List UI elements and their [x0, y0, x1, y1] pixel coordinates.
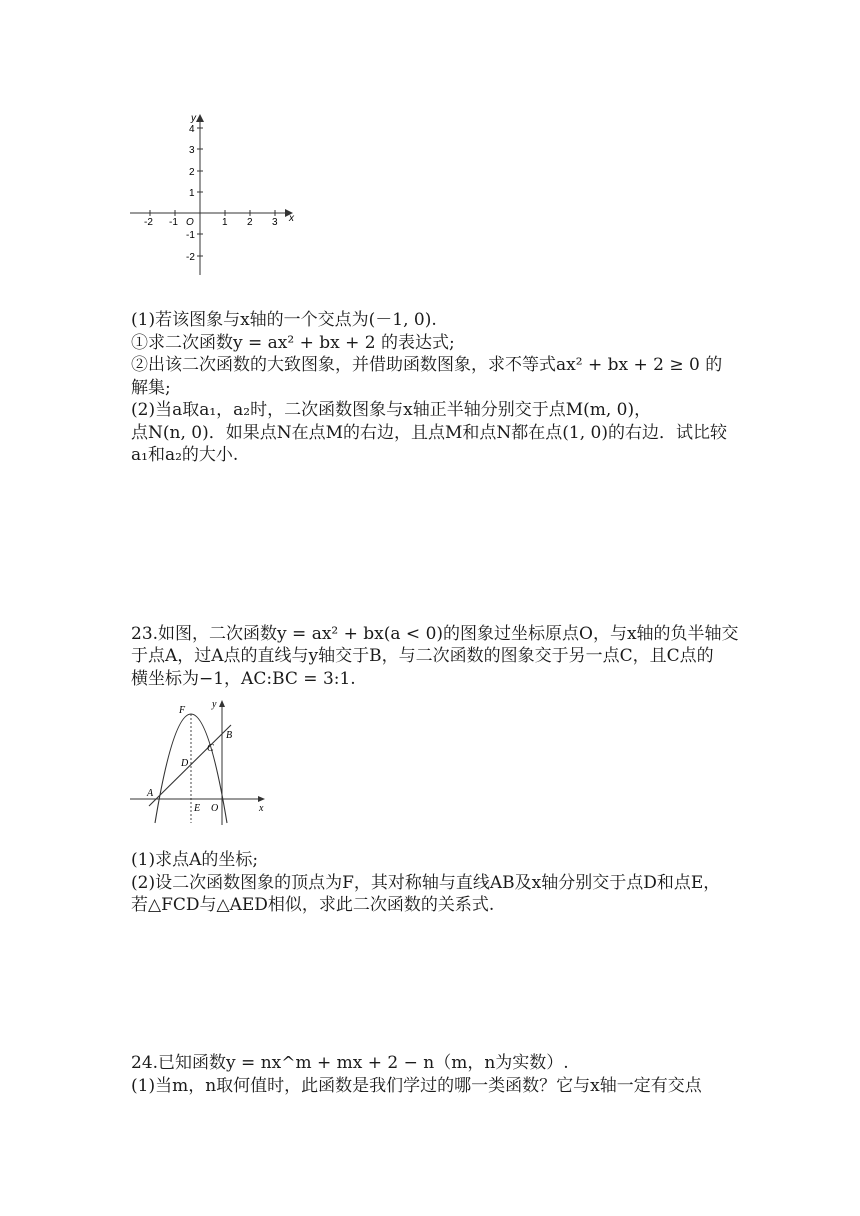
problem23-line: 23.如图，二次函数y = ax² + bx(a < 0)的图象过坐标原点O，与x轴的负半轴交: [131, 624, 739, 644]
label-A: A: [147, 788, 154, 799]
x-tick-label: 1: [222, 217, 228, 228]
problem22-line: 点N(n, 0)．如果点N在点M的右边，且点M和点N都在点(1, 0)的右边．试比较: [131, 423, 727, 443]
y-tick-label: 1: [189, 188, 195, 199]
problem24-line: 24.已知函数y = nx^m + mx + 2 − n（m，n为实数）.: [131, 1053, 569, 1073]
y-tick-label: -2: [186, 252, 195, 263]
label-y: y: [212, 699, 217, 710]
problem22-line: ②出该二次函数的大致图象，并借助函数图象，求不等式ax² + bx + 2 ≥ 0 的: [131, 355, 723, 375]
x-tick-label: 2: [247, 217, 253, 228]
y-tick-label: 2: [189, 167, 195, 178]
y-tick-label: 4: [189, 124, 195, 135]
x-tick-label: 3: [272, 217, 278, 228]
problem24-line: (1)当m，n取何值时，此函数是我们学过的哪一类函数？它与x轴一定有交点: [131, 1076, 702, 1096]
problem23-subline: (1)求点A的坐标;: [131, 850, 259, 870]
problem22-line: 解集;: [131, 378, 171, 398]
problem23-subline: 若△FCD与△AED相似，求此二次函数的关系式.: [131, 895, 495, 915]
label-C: C: [207, 743, 214, 754]
problem23-line: 横坐标为−1，AC:BC = 3:1.: [131, 669, 356, 689]
parabola-figure: [125, 695, 270, 830]
label-E: E: [194, 803, 201, 814]
problem23-line: 于点A，过A点的直线与y轴交于B，与二次函数的图象交于另一点C，且C点的: [131, 646, 714, 666]
x-tick-label: -1: [169, 217, 178, 228]
coordinate-axes-figure: [125, 110, 305, 280]
problem22-line: a₁和a₂的大小.: [131, 445, 239, 465]
y-tick-label: 3: [189, 145, 195, 156]
x-axis-label: x: [289, 213, 294, 224]
problem23-subline: (2)设二次函数图象的顶点为F，其对称轴与直线AB及x轴分别交于点D和点E，: [131, 873, 721, 893]
label-F: F: [179, 705, 186, 716]
x-tick-label: -2: [144, 217, 153, 228]
label-O: O: [211, 803, 219, 814]
y-axis-label: y: [191, 113, 196, 124]
problem22-line: ①求二次函数y = ax² + bx + 2 的表达式;: [131, 333, 455, 353]
label-D: D: [181, 758, 189, 769]
origin-label: O: [186, 217, 194, 228]
label-B: B: [226, 730, 233, 741]
label-x: x: [259, 803, 264, 814]
y-tick-label: -1: [186, 230, 195, 241]
problem22-line: (1)若该图象与x轴的一个交点为(－1, 0).: [131, 310, 437, 330]
problem22-line: (2)当a取a₁，a₂时，二次函数图象与x轴正半轴分别交于点M(m, 0)，: [131, 400, 652, 420]
